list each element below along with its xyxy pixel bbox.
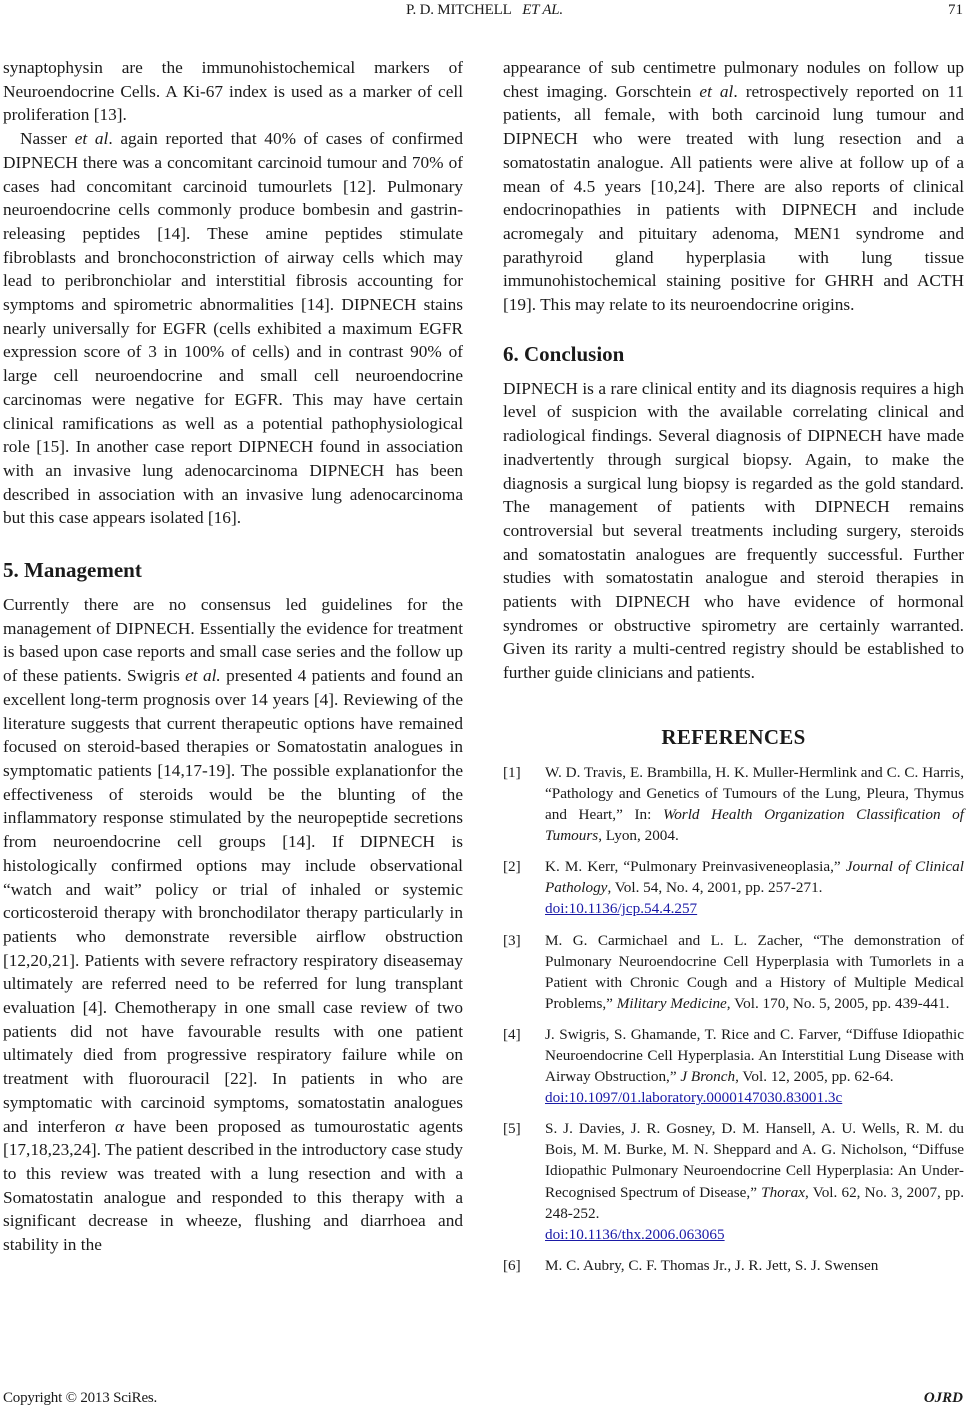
reference-text: , Vol. 12, 2005, pp. 62-64. [735, 1068, 894, 1086]
right-column [503, 56, 964, 1286]
reference-text: M. C. Aubry, C. F. Thomas Jr., J. R. Jett, S. J. Swensen [545, 1256, 879, 1274]
italic-et-al: et al [74, 129, 109, 149]
text-span: presented 4 patients and found an excellent long-term prognosis over 14 years [4]. Reviewing of the literature suggests that current therapeutic options have remained focused on steroid-based therapies or Somatostatin analogues in symptomatic patients [14,17-19]. The possible explanationfor the effectiveness of steroids would be the blunting of the inflammatory response stimulated by the neuropeptide secretions from neuroendocrine cell groups [14]. If DIPNECH is histologically confirmed options may include observational “watch and wait” policy or trial of inhaled or systemic corticosteroid therapy with bronchodilator therapy particularly in patients who demonstrate reversible airflow obstruction [12,20,21]. Patients with severe refractory respiratory diseasemay ultimately are referred need to be referred for lung transplant evaluation [4]. Chemotherapy in one small case review of two patients did not have favourable results with one patient ultimately died from progressive respiratory failure while on treatment with fluorouracil [22]. In patients in who are symptomatic with carcinoid symptoms, somatostatin analogues and interferon [3, 666, 463, 1136]
left-column [3, 56, 463, 1257]
reference-item [503, 930, 964, 1014]
doi-link[interactable]: doi:10.1136/thx.2006.063065 [545, 1225, 725, 1243]
paragraph-markers: synaptophysin are the immunohistochemical markers of Neuroendocrine Cells. A Ki-67 index is used as a marker of cell proliferation [13]. [3, 58, 463, 125]
running-head-authors [0, 0, 969, 20]
paragraph-management [3, 593, 463, 1257]
references-heading: REFERENCES [661, 724, 806, 749]
alpha-symbol: α [115, 1116, 125, 1136]
reference-number: [4] [503, 1025, 521, 1043]
running-header [0, 0, 969, 24]
reference-source: Military Medicine [616, 994, 727, 1012]
reference-number: [2] [503, 858, 521, 876]
reference-number: [1] [503, 763, 521, 781]
reference-source: Journal of Clinical Pathology [545, 858, 964, 897]
text-span: . retrospectively reported on 11 patients, all female, with both carcinoid lung tumour and DIPNECH who were treated with lung resection and a somatostatin analogue. All patients were alive at follow up of a mean of 4.5 years [10,24]. There are also reports of clinical endocrinopathies in patients with DIPNECH and include acromegaly and pituitary adenoma, MEN1 syndrome and parathyroid gland hyperplasia with lung tissue immunohistochemical staining positive for GHRH and ACTH [19]. This may relate to its neuroendocrine origins. [503, 81, 964, 315]
reference-text: W. D. Travis, E. Brambilla, H. K. Muller-Hermlink and C. C. Harris, “Pathology and Genetics of Tumours of the Lung, Pleura, Thymus and Heart,” In: [545, 763, 964, 824]
text-span: Currently there are no consensus led guidelines for the management of DIPNECH. Essentially the evidence for treatment is based upon case reports and small case series and the follow up of these patients. Swigris [3, 595, 463, 686]
doi-link[interactable]: doi:10.1097/01.laboratory.0000147030.83001.3c [545, 1089, 843, 1107]
italic-et-al: et al. [185, 666, 221, 686]
reference-number: [6] [503, 1256, 521, 1274]
text-span: have been proposed as tumourostatic agents [17,18,23,24]. The patient described in the introductory case study to this review was treated with a lung resection and with a Somatostatin analogue and responded to this therapy with a significant decrease in wheeze, flushing and diarrhoea and stability in the [3, 1116, 463, 1255]
reference-source: World Health Organization Classification of Tumours [545, 806, 964, 845]
references-list [503, 762, 964, 1276]
reference-number: [3] [503, 931, 521, 949]
reference-text: , Vol. 62, No. 3, 2007, pp. 248-252. [545, 1183, 965, 1222]
reference-item [503, 1024, 964, 1108]
et-al: ET AL. [522, 2, 563, 18]
reference-item [503, 1118, 964, 1245]
reference-source: J Bronch [680, 1068, 736, 1086]
reference-item [503, 762, 964, 846]
reference-text: J. Swigris, S. Ghamande, T. Rice and C. Farver, “Diffuse Idiopathic Neuroendocrine Cell Hyperplasia. An Interstitial Lung Disease with Airway Obstruction,” [545, 1025, 964, 1086]
reference-item [503, 1255, 964, 1276]
paragraph-conclusion: DIPNECH is a rare clinical entity and its diagnosis requires a high level of suspicion with the available correlating clinical and radiological findings. Several diagnosis of DIPNECH have made inadvertently through surgical biopsy. Again, to make the diagnosis a surgical lung biopsy is regarded as the gold standard. The management of patients with DIPNECH remains controversial but several treatments including surgery, steroids and somatostatin analogues are frequently successful. Further studies with somatostatin analogue and steroid therapies in patients with DIPNECH who have evidence of hormonal syndromes or obstructive spirometry are certainly warranted. Given its rarity a multi-centred registry should be established to further guide clinicians and patients. [503, 378, 964, 683]
reference-text: M. G. Carmichael and L. L. Zacher, “The demonstration of Pulmonary Neuroendocrine Cell Hyperplasia with Tumorlets in a Patient with Chronic Cough and a History of Multiple Medical Problems,” [545, 931, 964, 1012]
reference-item [503, 856, 964, 919]
text-span: appearance of sub centimetre pulmonary nodules on follow up chest imaging. Gorschtein [503, 58, 964, 101]
reference-source: Thorax [761, 1183, 806, 1201]
section-heading-conclusion: 6. Conclusion [503, 341, 625, 366]
paragraph-nasser [3, 127, 463, 530]
page-number: 71 [948, 2, 963, 18]
reference-text: , Vol. 54, No. 4, 2001, pp. 257-271. [607, 879, 823, 897]
text-span: Nasser [20, 129, 75, 149]
section-heading-management: 5. Management [3, 558, 142, 583]
paragraph-gorschtein [503, 56, 964, 317]
copyright-notice: Copyright © 2013 SciRes. [3, 1390, 158, 1406]
page-footer [0, 1388, 969, 1410]
reference-text: , Lyon, 2004. [598, 827, 679, 845]
text-span: . again reported that 40% of cases of confirmed DIPNECH there was a concomitant carcinoid tumour and 70% of cases had concomitant carcinoid tumourlets [12]. Pulmonary neuroendocrine cells commonly produce bombesin and gastrin-releasing peptides [14]. These amine peptides stimulate fibroblasts and bronchoconstriction of airway cells which may lead to peribronchiolar and interstitial fibrosis accounting for symptoms and spirometric abnormalities [14]. DIPNECH stains nearly universally for EGFR (cells exhibited a maximum EGFR expression score of 3 in 100% of cells) and in contrast 90% of large cell neuroendocrine and small cell neuroendocrine carcinomas were negative for EGFR. This may have certain clinical ramifications as well as a potential pathophysiological role [15]. In another case report DIPNECH found in association with an invasive lung adenocarcinoma DIPNECH has been described in association with an invasive lung adenocarcinoma but this case appears isolated [16]. [3, 129, 463, 528]
author-name: P. D. MITCHELL [406, 2, 512, 18]
reference-text: S. J. Davies, J. R. Gosney, D. M. Hansell, A. U. Wells, R. M. du Bois, M. M. Burke, M. N. Sheppard and A. G. Nicholson, “Diffuse Idiopathic Pulmonary Neuroendocrine Cell Hyperplasia: An Under-Recognised Spectrum of Disease,” [545, 1120, 964, 1201]
doi-link[interactable]: doi:10.1136/jcp.54.4.257 [545, 900, 698, 918]
reference-text: K. M. Kerr, “Pulmonary Preinvasiveneoplasia,” [545, 858, 846, 876]
italic-et-al: et al [699, 81, 734, 101]
reference-number: [5] [503, 1120, 521, 1138]
reference-text: , Vol. 170, No. 5, 2005, pp. 439-441. [726, 994, 950, 1012]
journal-abbreviation: OJRD [923, 1390, 963, 1406]
